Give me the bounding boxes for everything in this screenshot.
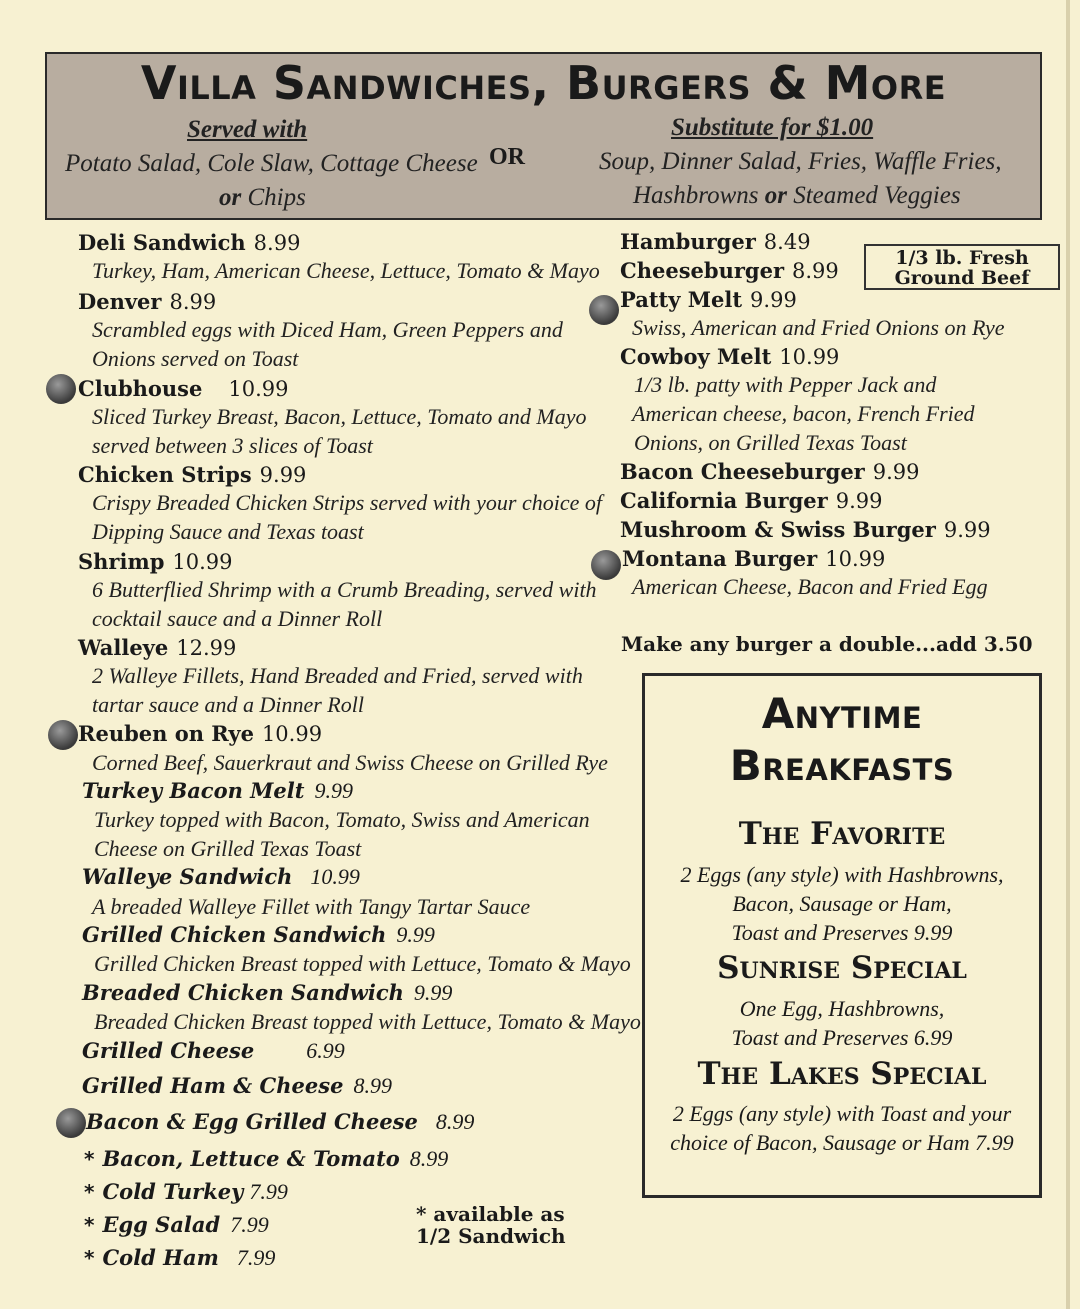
item-price: 8.99	[353, 1073, 392, 1098]
house-favorite-icon	[46, 374, 76, 404]
menu-item	[82, 778, 353, 804]
menu-item	[620, 229, 811, 254]
item-price: 12.99	[176, 636, 237, 660]
menu-item	[84, 1179, 288, 1205]
fresh-beef-badge	[864, 244, 1060, 290]
item-price: 8.99	[169, 290, 217, 314]
veggies-text: Steamed Veggies	[793, 182, 961, 209]
item-price: 9.99	[396, 922, 435, 947]
served-with-sides: Potato Salad, Cole Slaw, Cottage Cheese	[65, 150, 478, 177]
item-name: Bacon, Lettuce & Tomato	[102, 1146, 400, 1171]
item-desc: cocktail sauce and a Dinner Roll	[92, 606, 383, 631]
breakfast-item-desc: 2 Eggs (any style) with Hashbrowns,	[680, 862, 1004, 887]
breakfast-item-desc: choice of Bacon, Sausage or Ham 7.99	[670, 1130, 1014, 1155]
half-sandwich-star: *	[84, 1246, 95, 1270]
beef-line-2: Ground Beef	[894, 267, 1030, 289]
menu-item	[78, 635, 236, 660]
item-price: 9.99	[835, 489, 883, 513]
item-desc: Turkey topped with Bacon, Tomato, Swiss and American	[94, 807, 590, 832]
item-name: Deli Sandwich	[78, 230, 246, 255]
item-name: Cold Ham	[102, 1245, 219, 1270]
menu-item	[84, 1245, 275, 1271]
item-name: Clubhouse	[78, 376, 203, 401]
half-sandwich-star: *	[84, 1147, 95, 1171]
item-price: 9.99	[750, 288, 797, 312]
item-name: Breaded Chicken Sandwich	[82, 980, 404, 1005]
item-desc: Cheese on Grilled Texas Toast	[94, 836, 362, 861]
note-line-1: * available as	[416, 1202, 565, 1226]
breakfast-item-name: The Lakes Special	[697, 1056, 987, 1092]
item-price: 8.99	[253, 231, 301, 255]
breakfast-item-name: Sunrise Special	[717, 950, 967, 986]
double-burger-note: Make any burger a double...add 3.50	[621, 632, 1033, 656]
item-name: Patty Melt	[620, 287, 743, 312]
item-name: Turkey Bacon Melt	[82, 778, 305, 803]
page-edge	[1066, 0, 1070, 1309]
house-favorite-icon	[591, 550, 621, 580]
menu-item	[78, 549, 233, 574]
menu-item	[620, 488, 883, 513]
substitute-label: Substitute for $1.00	[671, 114, 874, 141]
item-desc: American Cheese, Bacon and Fried Egg	[632, 574, 988, 599]
half-sandwich-star: *	[84, 1213, 95, 1237]
item-desc: Breaded Chicken Breast topped with Lettuce, Tomato & Mayo	[94, 1009, 641, 1034]
item-name: Montana Burger	[622, 546, 818, 571]
item-name: Bacon Cheeseburger	[620, 459, 865, 484]
item-price: 7.99	[230, 1212, 269, 1237]
item-desc: Crispy Breaded Chicken Strips served with your choice of	[92, 490, 602, 515]
substitute-options-2	[633, 182, 961, 210]
item-name: California Burger	[620, 488, 828, 513]
house-favorite-icon	[48, 720, 78, 750]
item-desc: tartar sauce and a Dinner Roll	[92, 692, 364, 717]
substitute-options: Soup, Dinner Salad, Fries, Waffle Fries,	[599, 148, 1002, 175]
menu-item	[622, 546, 885, 571]
item-name: Mushroom & Swiss Burger	[620, 517, 936, 542]
menu-item	[620, 459, 920, 484]
menu-item	[620, 258, 839, 283]
item-price: 8.99	[409, 1146, 449, 1171]
menu-item	[84, 1146, 448, 1172]
item-price: 8.99	[792, 259, 839, 283]
menu-item	[82, 864, 360, 890]
item-desc: Swiss, American and Fried Onions on Rye	[632, 315, 1005, 340]
breakfast-box	[642, 673, 1042, 1198]
item-price: 9.99	[259, 463, 307, 487]
item-name: Egg Salad	[102, 1212, 221, 1237]
item-desc: Onions served on Toast	[92, 346, 299, 371]
served-with-chips	[219, 184, 306, 212]
item-desc: Grilled Chicken Breast topped with Lettuce, Tomato & Mayo	[94, 951, 631, 976]
item-desc: Turkey, Ham, American Cheese, Lettuce, Tomato & Mayo	[92, 258, 600, 283]
item-price: 9.99	[413, 980, 453, 1005]
beef-line-1: 1/3 lb. Fresh	[895, 247, 1029, 269]
item-desc: 2 Walleye Fillets, Hand Breaded and Fried, served with	[92, 663, 583, 688]
menu-item	[82, 980, 452, 1006]
hashbrowns-text: Hashbrowns	[633, 182, 759, 209]
menu-item	[78, 462, 306, 487]
item-name: Cowboy Melt	[620, 344, 772, 369]
item-name: Chicken Strips	[78, 462, 252, 487]
menu-header	[45, 52, 1042, 220]
item-name: Grilled Cheese	[82, 1038, 255, 1063]
menu-item	[86, 1109, 474, 1135]
item-price: 9.99	[314, 778, 353, 803]
menu-item	[84, 1212, 269, 1238]
menu-item	[620, 344, 839, 369]
breakfast-item-desc: Bacon, Sausage or Ham,	[732, 891, 952, 916]
item-name: Reuben on Rye	[78, 721, 254, 746]
item-desc: American cheese, bacon, French Fried	[632, 401, 975, 426]
menu-item	[78, 376, 289, 401]
breakfast-item-desc: One Egg, Hashbrowns,	[739, 996, 945, 1021]
or-word: or	[219, 184, 242, 211]
item-desc: Dipping Sauce and Texas toast	[92, 519, 364, 544]
served-with-label: Served with	[187, 116, 308, 143]
breakfast-title-line-1: Anytime	[761, 689, 923, 738]
menu-item	[78, 289, 216, 314]
item-name: Bacon & Egg Grilled Cheese	[86, 1109, 418, 1134]
item-desc: A breaded Walleye Fillet with Tangy Tartar Sauce	[92, 894, 531, 919]
item-price: 9.99	[943, 518, 991, 542]
breakfast-item-name: The Favorite	[738, 816, 946, 852]
item-desc: 1/3 lb. patty with Pepper Jack and	[634, 372, 937, 397]
item-price: 8.99	[435, 1109, 475, 1134]
house-favorite-icon	[589, 295, 619, 325]
or-divider: OR	[489, 144, 525, 170]
breakfast-item-desc: 2 Eggs (any style) with Toast and your	[672, 1101, 1012, 1126]
item-price: 10.99	[310, 864, 360, 889]
menu-item	[78, 721, 322, 746]
item-name: Walleye Sandwich	[82, 864, 293, 889]
menu-item	[82, 1073, 392, 1099]
menu-item	[82, 922, 435, 948]
item-name: Shrimp	[78, 549, 165, 574]
half-sandwich-star: *	[84, 1180, 95, 1204]
item-price: 10.99	[172, 550, 233, 574]
item-price: 10.99	[779, 345, 840, 369]
item-price: 10.99	[261, 722, 323, 746]
menu-item	[620, 517, 991, 542]
item-name: Denver	[78, 289, 162, 314]
item-price: 10.99	[825, 547, 886, 571]
item-price: 9.99	[872, 460, 920, 484]
item-price: 6.99	[306, 1038, 345, 1063]
breakfast-title-line-2: Breakfasts	[729, 741, 955, 790]
item-price: 7.99	[236, 1245, 276, 1270]
menu-title: Villa Sandwiches, Burgers & More	[140, 56, 947, 110]
item-name: Hamburger	[620, 229, 756, 254]
item-desc: Onions, on Grilled Texas Toast	[634, 430, 907, 455]
menu-item	[620, 287, 797, 312]
item-name: Cheeseburger	[620, 258, 785, 283]
menu-item	[82, 1038, 345, 1064]
item-price: 7.99	[249, 1179, 288, 1204]
item-name: Grilled Ham & Cheese	[82, 1073, 344, 1098]
half-sandwich-note	[416, 1203, 566, 1247]
note-line-2: 1/2 Sandwich	[416, 1224, 566, 1248]
item-name: Cold Turkey	[102, 1179, 244, 1204]
item-name: Walleye	[78, 635, 169, 660]
breakfast-item-desc: Toast and Preserves 6.99	[731, 1025, 953, 1050]
house-favorite-icon	[56, 1108, 86, 1138]
item-price: 10.99	[228, 377, 289, 401]
item-desc: 6 Butterflied Shrimp with a Crumb Breading, served with	[92, 577, 597, 602]
menu-item	[78, 230, 300, 255]
item-desc: Scrambled eggs with Diced Ham, Green Peppers and	[92, 317, 563, 342]
item-name: Grilled Chicken Sandwich	[82, 922, 387, 947]
item-desc: served between 3 slices of Toast	[92, 433, 373, 458]
item-desc: Corned Beef, Sauerkraut and Swiss Cheese on Grilled Rye	[92, 750, 608, 775]
item-price: 8.49	[763, 230, 811, 254]
item-desc: Sliced Turkey Breast, Bacon, Lettuce, Tomato and Mayo	[92, 404, 587, 429]
chips-text: Chips	[247, 184, 306, 211]
or-word-2: or	[764, 182, 787, 209]
breakfast-item-desc: Toast and Preserves 9.99	[731, 920, 953, 945]
